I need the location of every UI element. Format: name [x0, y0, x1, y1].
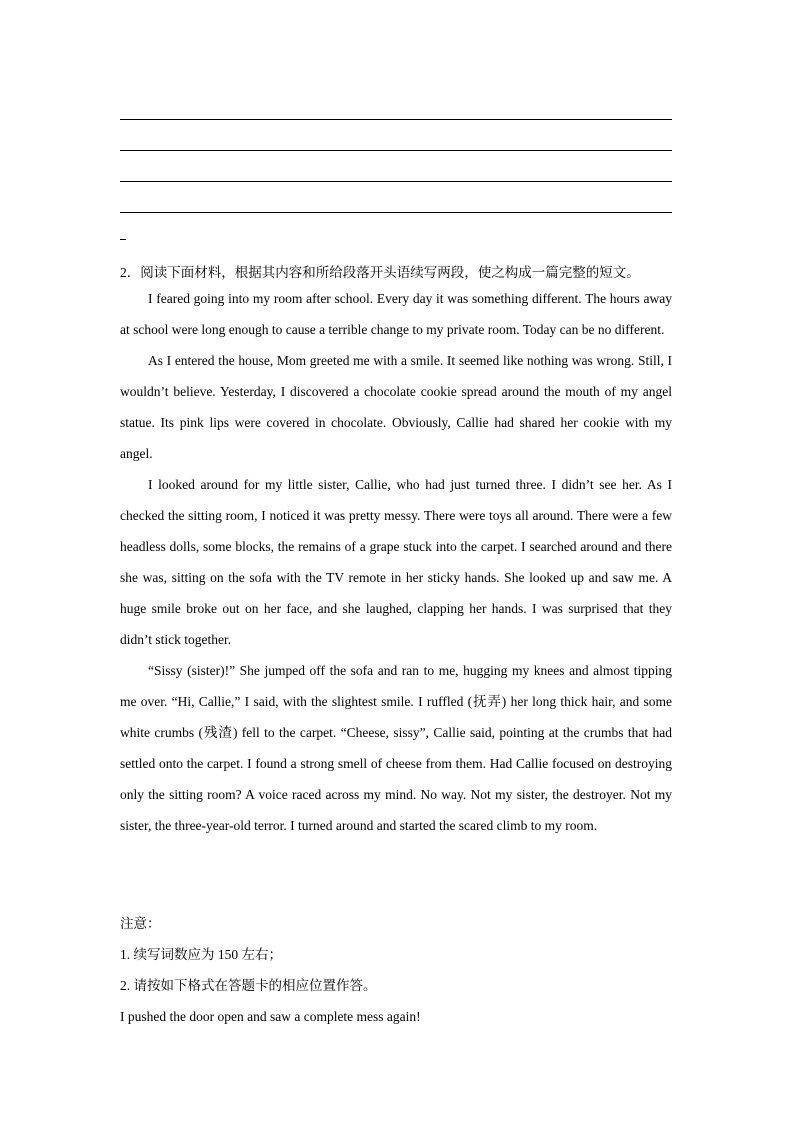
passage — [120, 283, 672, 841]
note-item-2: 2. 请按如下格式在答题卡的相应位置作答。 — [120, 978, 377, 993]
passage-paragraph-2: As I entered the house, Mom greeted me with a smile. It seemed like nothing was wrong. Still, I wouldn’t believe. Yesterday, I discovered a chocolate cookie spread around the mouth of my angel statue. Its pink lips were covered in chocolate. Obviously, Callie had shared her cookie with my angel. — [120, 353, 672, 461]
passage-paragraph-1: I feared going into my room after school. Every day it was something different. The hours away at school were long enough to cause a terrible change to my private room. Today can be no different. — [120, 291, 672, 337]
question-instruction: 2．阅读下面材料，根据其内容和所给段落开头语续写两段，使之构成一篇完整的短文。 — [120, 265, 640, 280]
passage-paragraph-3: I looked around for my little sister, Callie, who had just turned three. I didn’t see her. As I checked the sitting room, I noticed it was pretty messy. There were toys all around. There were a few headless dolls, some blocks, the remains of a grape stuck into the carpet. I searched around and there she was, sitting on the sofa with the TV remote in her sticky hands. She looked up and saw me. A huge smile broke out on her face, and she laughed, clapping her hands. I was surprised that they didn’t stick together. — [120, 477, 672, 647]
trailing-dash — [120, 239, 126, 240]
answer-line-4 — [120, 212, 672, 213]
answer-line-3 — [120, 181, 672, 182]
notes-title: 注意： — [120, 916, 161, 931]
passage-paragraph-4: “Sissy (sister)!” She jumped off the sofa and ran to me, hugging my knees and almost tipping me over. “Hi, Callie,” I said, with the slightest smile. I ruffled (抚弄) her long thick hair, and some white crumbs (残渣) fell to the carpet. “Cheese, sissy”, Callie said, pointing at the crumbs that had settled onto the carpet. I found a strong smell of cheese from them. Had Callie focused on destroying only the sitting room? A voice raced across my mind. No way. Not my sister, the destroyer. Not my sister, the three-year-old terror. I turned around and started the scared climb to my room. — [120, 663, 672, 833]
note-item-1: 1. 续写词数应为 150 左右； — [120, 947, 282, 962]
answer-line-1 — [120, 119, 672, 120]
opening-line: I pushed the door open and saw a complete mess again! — [120, 1009, 421, 1024]
notes-section — [120, 908, 672, 1032]
answer-line-2 — [120, 150, 672, 151]
